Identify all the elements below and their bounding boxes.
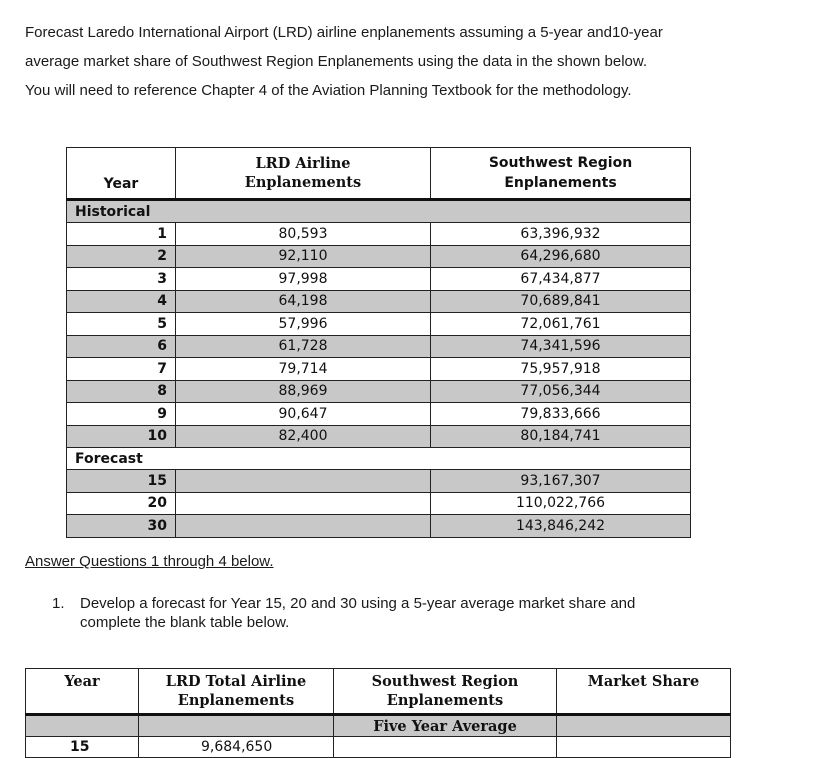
instructions [25, 18, 785, 105]
historical-rows [67, 223, 691, 448]
answer-sw-cell[interactable] [334, 737, 557, 758]
lrd-enplanements-cell: 64,198 [176, 290, 431, 313]
year-cell: 2 [67, 245, 176, 268]
lrd-enplanements-cell: 92,110 [176, 245, 431, 268]
answer-year-cell: 15 [26, 737, 139, 758]
forecast-section-row [67, 448, 691, 470]
historical-label: Historical [67, 200, 691, 223]
table-row [67, 403, 691, 426]
forecast-answer-table [25, 668, 731, 758]
answer-lrd-header-line-1: LRD Total Airline [165, 673, 307, 690]
answer-share-header: Market Share [557, 669, 731, 715]
avg-row-cell-empty-1 [26, 715, 139, 737]
answer-heading: Answer Questions 1 through 4 below. [25, 553, 274, 570]
southwest-enplanements-cell: 93,167,307 [431, 470, 691, 493]
historical-section-row [67, 200, 691, 223]
year-cell: 30 [67, 515, 176, 538]
southwest-enplanements-cell: 74,341,596 [431, 335, 691, 358]
answer-sw-header-line-2: Enplanements [386, 692, 504, 709]
southwest-enplanements-cell: 75,957,918 [431, 358, 691, 381]
five-year-average-row [26, 715, 731, 737]
lrd-enplanements-cell: 79,714 [176, 358, 431, 381]
southwest-enplanements-cell: 64,296,680 [431, 245, 691, 268]
table-header-row [67, 148, 691, 200]
lrd-column-header [176, 148, 431, 200]
year-cell: 3 [67, 268, 176, 291]
answer-lrd-header [139, 669, 334, 715]
answer-lrd-cell[interactable]: 9,684,650 [139, 737, 334, 758]
instructions-line-1: Forecast Laredo International Airport (LRD) airline enplanements assuming a 5-year and10-year [25, 24, 663, 41]
lrd-enplanements-cell: 82,400 [176, 425, 431, 448]
southwest-enplanements-cell: 67,434,877 [431, 268, 691, 291]
table-row [67, 335, 691, 358]
forecast-label: Forecast [67, 448, 691, 470]
forecast-rows [67, 470, 691, 538]
answer-year-header: Year [26, 669, 139, 715]
year-column-header: Year [67, 148, 176, 200]
answer-sw-header-line-1: Southwest Region [371, 673, 519, 690]
enplanements-data-table [66, 147, 691, 538]
question-1-text [80, 594, 740, 632]
question-1-line-2: complete the blank table below. [80, 614, 290, 631]
answer-share-cell[interactable] [557, 737, 731, 758]
answer-sw-header [334, 669, 557, 715]
southwest-enplanements-cell: 63,396,932 [431, 223, 691, 246]
southwest-column-header [431, 148, 691, 200]
year-cell: 20 [67, 492, 176, 515]
lrd-enplanements-cell: 80,593 [176, 223, 431, 246]
southwest-enplanements-cell: 72,061,761 [431, 313, 691, 336]
table-row [26, 737, 731, 758]
table-row [67, 290, 691, 313]
question-1-number: 1. [52, 595, 65, 612]
southwest-enplanements-cell: 110,022,766 [431, 492, 691, 515]
table-row [67, 358, 691, 381]
year-cell: 5 [67, 313, 176, 336]
answer-rows [26, 737, 731, 758]
table-row [67, 268, 691, 291]
sw-header-line-1: Southwest Region [488, 155, 633, 171]
southwest-enplanements-cell: 80,184,741 [431, 425, 691, 448]
year-cell: 8 [67, 380, 176, 403]
southwest-enplanements-cell: 70,689,841 [431, 290, 691, 313]
table-row [67, 492, 691, 515]
avg-row-cell-empty-3 [557, 715, 731, 737]
answer-lrd-header-line-2: Enplanements [177, 692, 295, 709]
five-year-average-label: Five Year Average [334, 715, 557, 737]
table-row [67, 425, 691, 448]
lrd-enplanements-cell [176, 470, 431, 493]
table-row [67, 313, 691, 336]
lrd-enplanements-cell [176, 492, 431, 515]
year-cell: 9 [67, 403, 176, 426]
lrd-enplanements-cell: 61,728 [176, 335, 431, 358]
lrd-enplanements-cell: 97,998 [176, 268, 431, 291]
year-cell: 1 [67, 223, 176, 246]
year-cell: 10 [67, 425, 176, 448]
lrd-enplanements-cell: 90,647 [176, 403, 431, 426]
question-1-line-1: Develop a forecast for Year 15, 20 and 30 using a 5-year average market share and [80, 595, 636, 612]
table-row [67, 515, 691, 538]
lrd-header-line-2: Enplanements [244, 174, 362, 191]
year-cell: 7 [67, 358, 176, 381]
instructions-line-3: You will need to reference Chapter 4 of the Aviation Planning Textbook for the methodology. [25, 82, 632, 99]
table-row [67, 380, 691, 403]
lrd-enplanements-cell [176, 515, 431, 538]
lrd-header-line-1: LRD Airline [255, 155, 351, 172]
answer-table-header-row [26, 669, 731, 715]
year-cell: 15 [67, 470, 176, 493]
southwest-enplanements-cell: 77,056,344 [431, 380, 691, 403]
lrd-enplanements-cell: 88,969 [176, 380, 431, 403]
lrd-enplanements-cell: 57,996 [176, 313, 431, 336]
southwest-enplanements-cell: 79,833,666 [431, 403, 691, 426]
table-row [67, 245, 691, 268]
instructions-line-2: average market share of Southwest Region Enplanements using the data in the shown below. [25, 53, 648, 70]
table-row [67, 470, 691, 493]
avg-row-cell-empty-2 [139, 715, 334, 737]
southwest-enplanements-cell: 143,846,242 [431, 515, 691, 538]
year-cell: 6 [67, 335, 176, 358]
table-row [67, 223, 691, 246]
sw-header-line-2: Enplanements [504, 175, 617, 191]
year-cell: 4 [67, 290, 176, 313]
